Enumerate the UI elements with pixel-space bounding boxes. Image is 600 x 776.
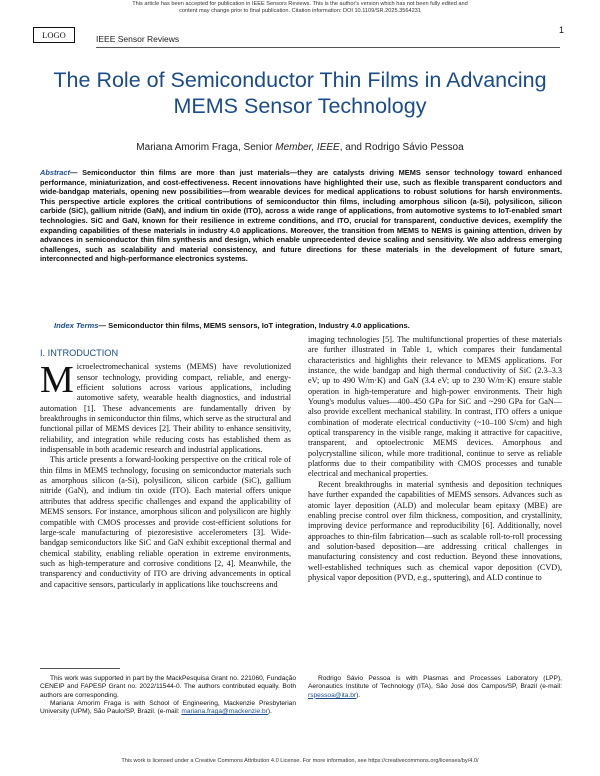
right-column	[308, 335, 562, 583]
header-rule	[96, 47, 560, 48]
affiliation-note-2	[308, 675, 562, 700]
intro-paragraph-1	[40, 359, 291, 455]
affiliation-1-text: Mariana Amorim Fraga is with School of Engineering, Mackenzie Presbyterian University (UPM), São Paulo/SP, Brazil. (e-mail:	[40, 699, 296, 716]
index-terms	[54, 321, 562, 330]
affiliation-2-text: Rodrigo Sávio Pessoa is with Plasmas and Processes Laboratory (LPP), Aeronautics Institute of Technology (ITA), São José dos Campos/SP, Brazil (e-mail:	[308, 675, 562, 691]
left-column	[40, 335, 291, 590]
affiliation-2-end: ).	[356, 691, 361, 699]
index-terms-text: — Semiconductor thin films, MEMS sensors, IoT integration, Industry 4.0 applications.	[98, 321, 410, 330]
author-text-1: Mariana Amorim Fraga, Senior	[136, 142, 276, 153]
journal-name: IEEE Sensor Reviews	[96, 34, 180, 44]
section-heading: I. INTRODUCTION	[40, 348, 119, 358]
notice-line-2: content may change prior to final publication. Citation information: DOI 10.1109/SR.2025.3564231	[179, 8, 421, 14]
notice-line-1: This article has been accepted for publication in IEEE Sensors Reviews. This is the author's version which has not been fully edited and	[132, 1, 468, 7]
intro-paragraph-1-text: icroelectromechanical systems (MEMS) have revolutionized sensor technology, providing compact, reliable, and energy-efficient solutions across various applications, including automotive safety, wearable health diagnostics, and industrial automation [1]. These advancements are fundamentally driven by breakthroughs in semiconductor thin films, which serve as the structural and functional pillar of MEMS devices [2]. Their ability to enhance sensitivity, reliability, and integration while reducing costs has established them as indispensable in both academic research and industrial applications.	[40, 362, 291, 455]
intro-paragraph-2: This article presents a forward-looking perspective on the critical role of thin films in MEMS technology, focusing on semiconductor materials such as amorphous silicon (a-Si), polysilicon, silicon carbide (SiC), gallium nitride (GaN), and indium tin oxide (ITO). Each material offers unique attributes that address specific challenges and expand the applicability of MEMS sensors. For instance, amorphous silicon and polysilicon are highly compatible with CMOS processes and provide cost-efficient solutions for large-scale manufacturing of piezoresistive accelerometers [3]. Wide-bandgap semiconductors like SiC and GaN exhibit exceptional thermal and chemical stability, enabling reliable operation in extreme environments, such as high-temperature and corrosive conditions [2, 4]. Meanwhile, the transparency and conductivity of ITO are driving advancements in optical and capacitive sensors, particularly in applications like touchscreens and	[40, 455, 291, 589]
author-membership: Member, IEEE	[275, 142, 340, 153]
funding-note: This work was supported in part by the MackPesquisa Grant no. 221060, Fundação CENEIP and FAPESP Grant no. 2022/11544-0. The authors contributed equally. Both authors are corresponding.	[40, 675, 296, 699]
license-notice: This work is licensed under a Creative Commons Attribution 4.0 License. For more information, see https://creativecommons.org/licenses/by/4.0/	[121, 758, 479, 764]
email-link-fraga[interactable]: mariana.fraga@mackenzie.br	[181, 708, 268, 716]
abstract-label: Abstract	[40, 168, 70, 177]
affiliation-1-end: ).	[267, 708, 272, 716]
author-text-2: , and Rodrigo Sávio Pessoa	[339, 142, 464, 153]
affiliation-note-1	[40, 700, 296, 717]
footnote-left	[40, 675, 296, 716]
paper-title: The Role of Semiconductor Thin Films in Advancing MEMS Sensor Technology	[53, 68, 547, 118]
page-number: 1	[559, 25, 565, 35]
intro-paragraph-3: imaging technologies [5]. The multifunctional properties of these materials are further illustrated in Table 1, which compares their fundamental characteristics and highlights their relevance to MEMS applications. For instance, the wide bandgap and high thermal conductivity of SiC (2.3–3.3 eV; up to 490 W/m·K) and GaN (3.4 eV; up to 230 W/m·K) ensure stable operation in high-temperature and high-power environments. Their high Young's modulus values—400–450 GPa for SiC and ~290 GPa for GaN—also provide excellent mechanical stability. In contrast, ITO offers a unique combination of moderate electrical conductivity (~10–100 S/cm) and high optical transparency in the visible range, making it attractive for capacitive, transparent, and optoelectronic MEMS devices. Amorphous and polycrystalline silicon, while more traditional, continue to serve as reliable platforms due to their compatibility with CMOS processes and tunable electrical and mechanical properties.	[308, 335, 562, 479]
footnote-right	[308, 675, 562, 700]
email-link-pessoa[interactable]: rspessoa@ita.br	[308, 691, 357, 699]
journal-logo: LOGO	[33, 27, 75, 43]
intro-paragraph-4: Recent breakthroughs in material synthesis and deposition techniques have further expanded the capabilities of MEMS sensors. Advances such as atomic layer deposition (ALD) and molecular beam epitaxy (MBE) are enabling precise control over film thickness, composition, and crystallinity, improving device performance and reproducibility [6]. Additionally, novel approaches to thin-film fabrication—such as scalable roll-to-roll processing and solution-based deposition—are addressing critical challenges in manufacturing consistency and cost reduction. Beyond these innovations, well-established techniques such as chemical vapor deposition (CVD), physical vapor deposition (PVD, e.g., sputtering), and ALD continue to	[308, 479, 562, 582]
publication-notice	[0, 1, 600, 15]
drop-cap: M	[40, 359, 74, 402]
abstract	[40, 168, 562, 264]
index-terms-label: Index Terms	[54, 321, 99, 330]
author-line	[40, 142, 560, 153]
abstract-text: — Semiconductor thin films are more than just materials—they are catalysts driving MEMS sensor technology toward enhanced performance, miniaturization, and cost-effectiveness. Recent innovations have highlighted their use, such as flexible transparent conductors and wide-bandgap materials, opening new possibilities—from wearable devices for medical applications to robust solutions for harsh environments. This perspective article explores the critical contributions of semiconductor thin films, including amorphous silicon (a-Si), polysilicon, silicon carbide (SiC), gallium nitride (GaN), and indium tin oxide (ITO), across a wide range of applications, from automotive systems to IoT-enabled smart technologies. SiC and GaN, known for their resilience in extreme conditions, and ITO, crucial for transparent, conductive devices, exemplify the expanding capabilities of these materials in industry 4.0 applications. Moreover, the transition from MEMS to NEMS is gaining attention, driven by advances in semiconductor thin film synthesis and design, which enable unprecedented device scaling and sensitivity. We also address emerging challenges, such as scalability and material consistency, and future directions for these materials in the development of future smart, interconnected and high-performance electronics systems.	[40, 168, 562, 264]
footnote-rule	[40, 668, 120, 669]
